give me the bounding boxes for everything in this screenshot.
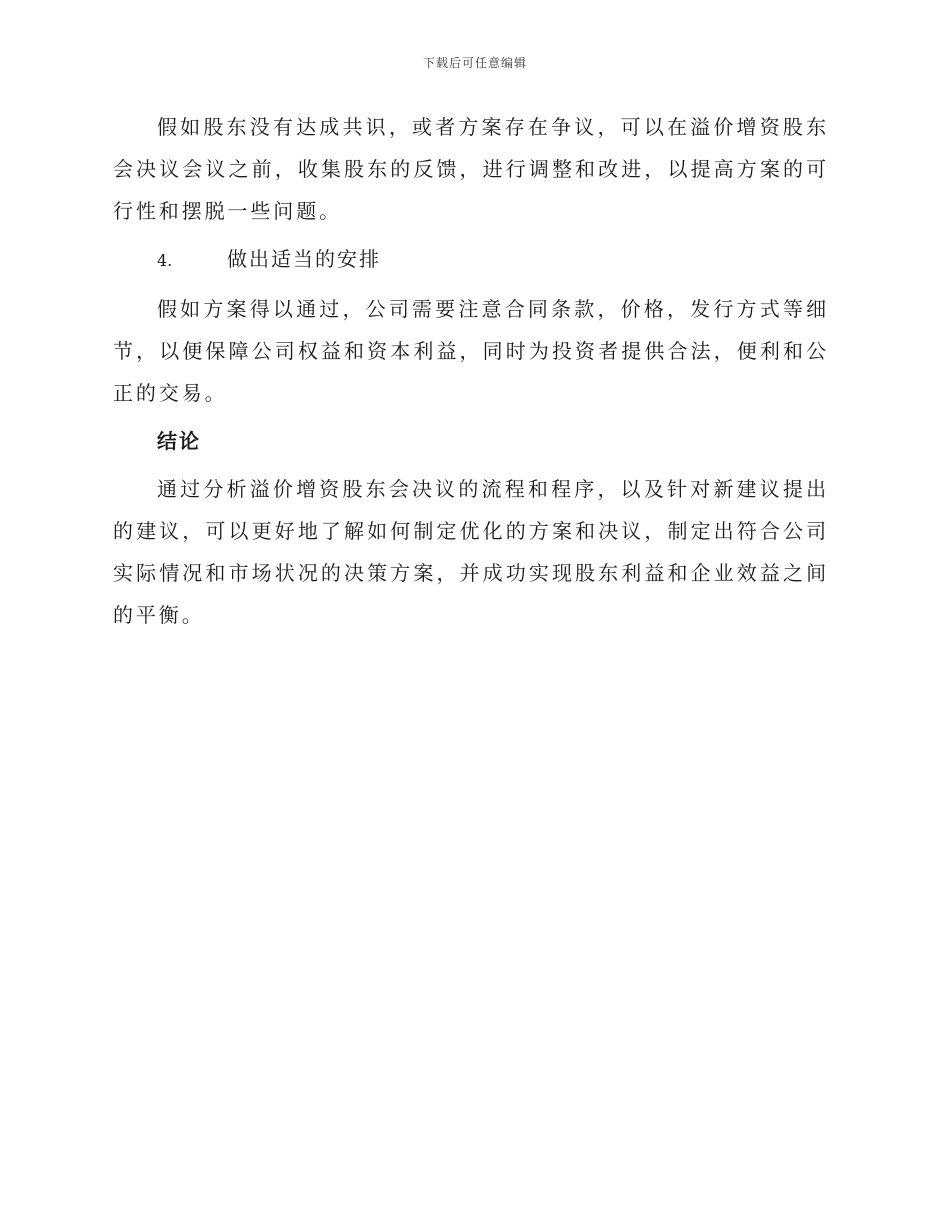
page-header: 下载后可任意编辑 [422, 56, 527, 70]
conclusion-heading: 结论 [157, 429, 201, 453]
paragraph-conclusion: 通过分析溢价增资股东会决议的流程和程序，以及针对新建议提出的建议，可以更好地了解如何制定优化的方案和决议，制定出符合公司实际情况和市场状况的决策方案，并成功实现股东利益和企业效益之间的平衡。 [113, 477, 829, 627]
list-item-title: 做出适当的安排 [227, 247, 381, 271]
paragraph-feedback: 假如股东没有达成共识，或者方案存在争议，可以在溢价增资股东会决议会议之前，收集股东的反馈，进行调整和改进，以提高方案的可行性和摆脱一些问题。 [113, 115, 829, 223]
paragraph-arrangement: 假如方案得以通过，公司需要注意合同条款，价格，发行方式等细节，以便保障公司权益和资本利益，同时为投资者提供合法，便利和公正的交易。 [113, 297, 829, 405]
list-item-4 [113, 238, 829, 282]
document-body [113, 106, 829, 642]
list-item-number: 4. [157, 251, 173, 270]
